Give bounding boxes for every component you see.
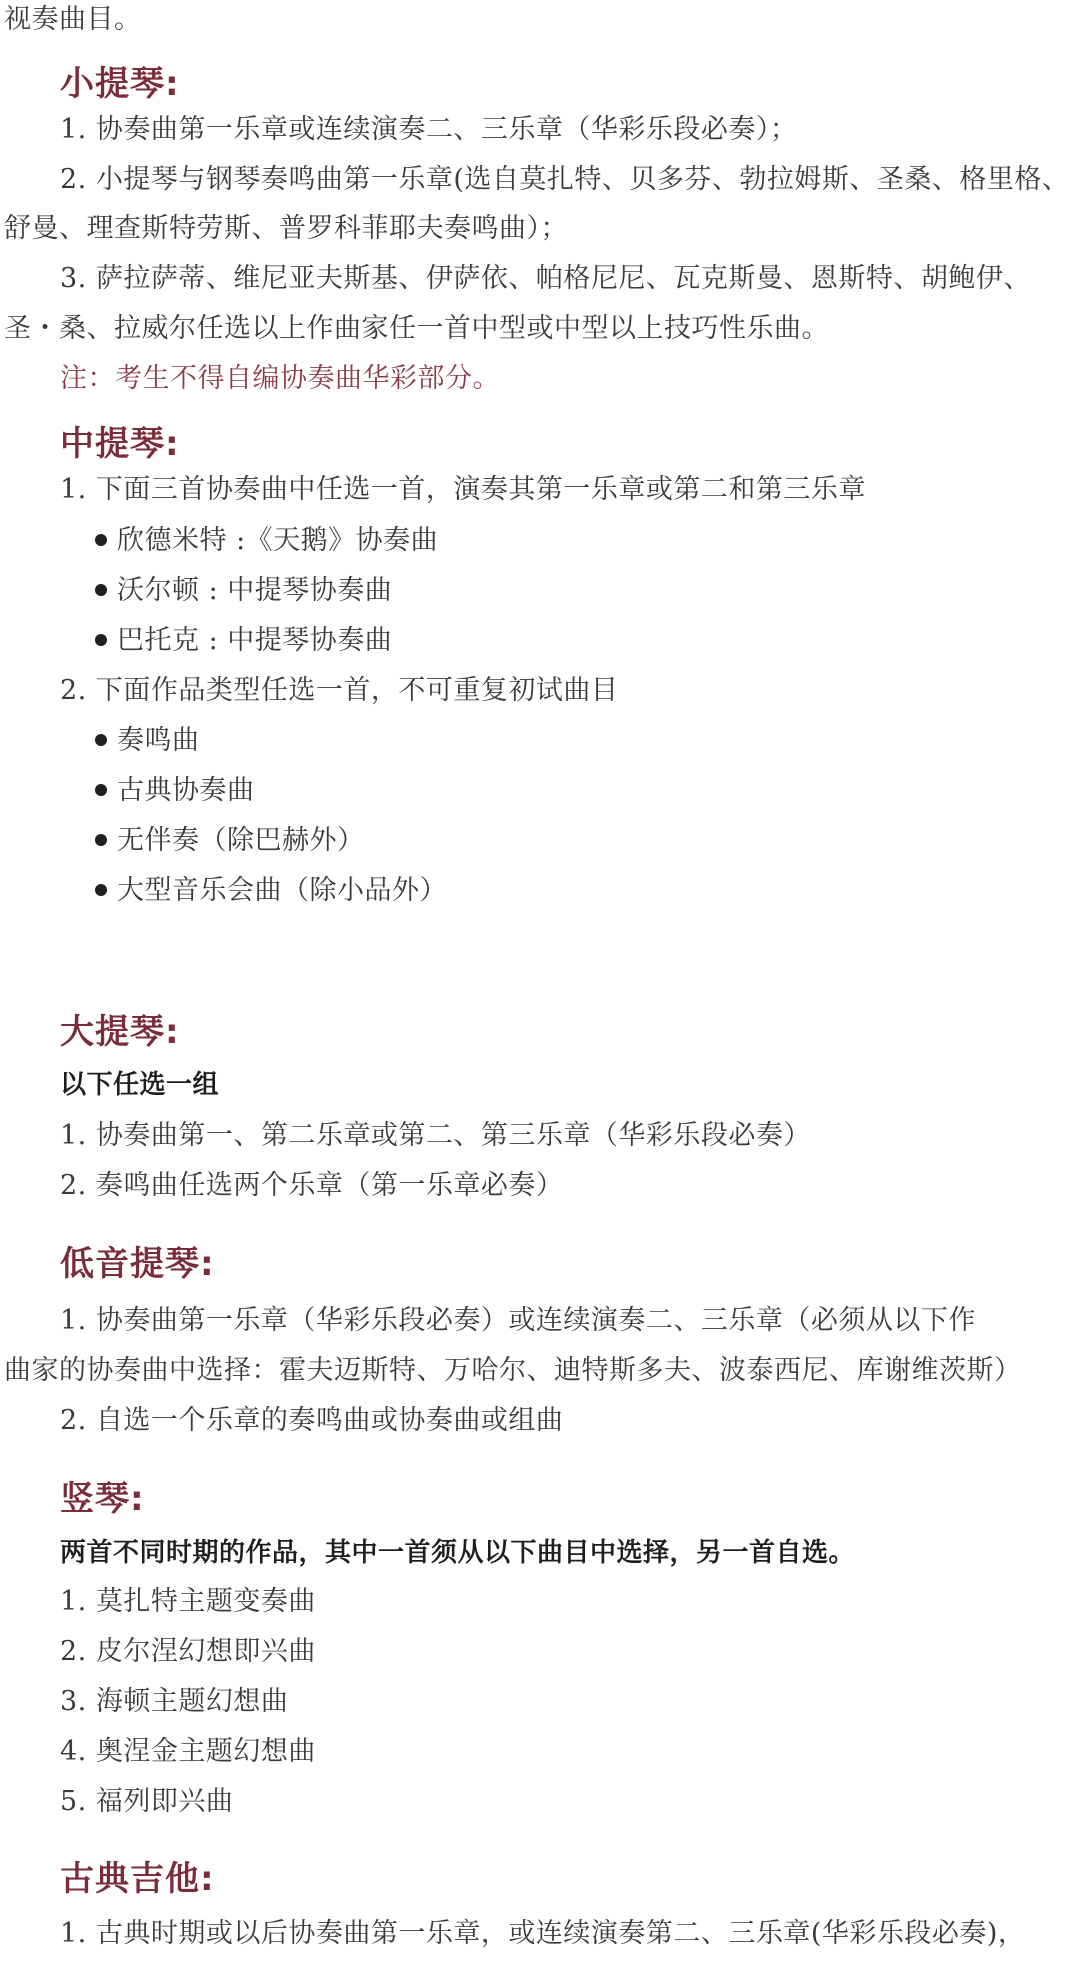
- bullet-icon: [95, 884, 107, 896]
- intro-tail-text: 视奏曲目。: [4, 4, 142, 35]
- viola-item-1-sub-text: 巴托克 : 中提琴协奏曲: [117, 625, 393, 656]
- violin-item-2-line-1: 2. 小提琴与钢琴奏鸣曲第一乐章(选自莫扎特、贝多芬、勃拉姆斯、圣桑、格里格、: [60, 164, 1070, 195]
- bullet-icon: [95, 534, 107, 546]
- viola-item-1-sub: [95, 523, 438, 559]
- viola-item-1-sub-text: 沃尔顿 : 中提琴协奏曲: [117, 575, 393, 606]
- bullet-icon: [95, 784, 107, 796]
- viola-item-2-sub-text: 奏鸣曲: [117, 725, 200, 756]
- double-bass-heading: 低音提琴:: [60, 1244, 215, 1284]
- cello-subheading: 以下任选一组: [60, 1070, 220, 1100]
- viola-item-2-sub: [95, 823, 365, 859]
- bullet-icon: [95, 634, 107, 646]
- viola-item-1-sub: [95, 623, 392, 659]
- violin-note: 注：考生不得自编协奏曲华彩部分。: [60, 363, 500, 394]
- harp-subheading: 两首不同时期的作品，其中一首须从以下曲目中选择，另一首自选。: [60, 1538, 856, 1568]
- double-bass-item-1-line-1: 1. 协奏曲第一乐章（华彩乐段必奏）或连续演奏二、三乐章（必须从以下作: [60, 1305, 976, 1336]
- viola-item-1: 1. 下面三首协奏曲中任选一首，演奏其第一乐章或第二和第三乐章: [60, 474, 866, 505]
- violin-heading: 小提琴:: [60, 64, 180, 104]
- viola-heading: 中提琴:: [60, 424, 180, 464]
- guitar-item-1: 1. 古典时期或以后协奏曲第一乐章，或连续演奏第二、三乐章(华彩乐段必奏)，: [60, 1918, 1026, 1949]
- viola-item-2-sub-text: 无伴奏（除巴赫外）: [117, 825, 365, 856]
- harp-item: 3. 海顿主题幻想曲: [60, 1686, 289, 1717]
- viola-item-2-sub: [95, 773, 255, 809]
- harp-item: 2. 皮尔涅幻想即兴曲: [60, 1636, 316, 1667]
- double-bass-item-1-line-2: 曲家的协奏曲中选择：霍夫迈斯特、万哈尔、迪特斯多夫、波泰西尼、库谢维茨斯）: [4, 1355, 1022, 1386]
- violin-item-1: 1. 协奏曲第一乐章或连续演奏二、三乐章（华彩乐段必奏）；: [60, 114, 798, 145]
- violin-item-3-line-1: 3. 萨拉萨蒂、维尼亚夫斯基、伊萨依、帕格尼尼、瓦克斯曼、恩斯特、胡鲍伊、: [60, 263, 1031, 294]
- violin-item-3-line-2: 圣・桑、拉威尔任选以上作曲家任一首中型或中型以上技巧性乐曲。: [4, 313, 829, 344]
- bullet-icon: [95, 584, 107, 596]
- viola-item-2-sub: [95, 873, 447, 909]
- guitar-heading: 古典吉他:: [60, 1859, 215, 1899]
- bullet-icon: [95, 734, 107, 746]
- viola-item-2-sub: [95, 723, 200, 759]
- viola-item-2-sub-text: 大型音乐会曲（除小品外）: [117, 875, 447, 906]
- harp-item: 4. 奥涅金主题幻想曲: [60, 1736, 316, 1767]
- cello-item-1: 1. 协奏曲第一、第二乐章或第二、第三乐章（华彩乐段必奏）: [60, 1120, 811, 1151]
- harp-heading: 竖琴:: [60, 1479, 145, 1519]
- viola-item-1-sub: [95, 573, 392, 609]
- harp-item: 5. 福列即兴曲: [60, 1786, 234, 1817]
- cello-heading: 大提琴:: [60, 1012, 180, 1052]
- double-bass-item-2: 2. 自选一个乐章的奏鸣曲或协奏曲或组曲: [60, 1405, 564, 1436]
- viola-item-2: 2. 下面作品类型任选一首，不可重复初试曲目: [60, 675, 619, 706]
- violin-item-2-line-2: 舒曼、理查斯特劳斯、普罗科菲耶夫奏鸣曲）；: [4, 213, 568, 244]
- bullet-icon: [95, 834, 107, 846]
- viola-item-1-sub-text: 欣德米特 :《天鹅》协奏曲: [117, 525, 439, 556]
- cello-item-2: 2. 奏鸣曲任选两个乐章（第一乐章必奏）: [60, 1170, 564, 1201]
- harp-item: 1. 莫扎特主题变奏曲: [60, 1586, 316, 1617]
- viola-item-2-sub-text: 古典协奏曲: [117, 775, 255, 806]
